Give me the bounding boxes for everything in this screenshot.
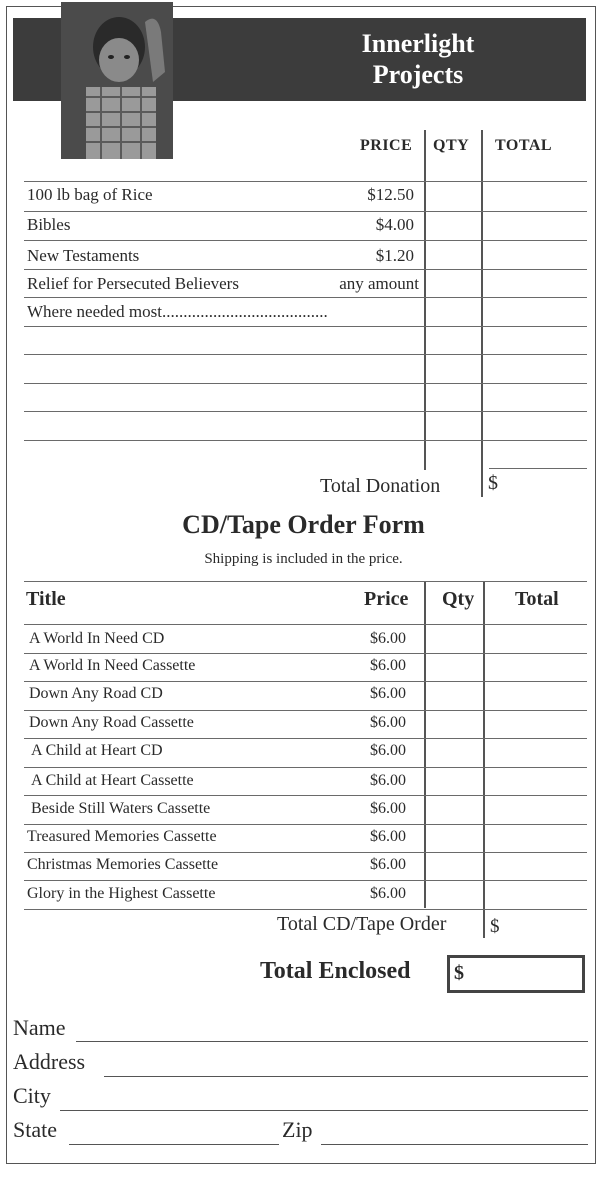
order-col-price: Price bbox=[364, 588, 409, 610]
donation-rule bbox=[24, 297, 587, 298]
order-rule bbox=[24, 581, 587, 582]
order-item-title: Glory in the Highest Cassette bbox=[27, 885, 216, 902]
order-item-title: Down Any Road CD bbox=[29, 685, 163, 702]
order-rule bbox=[24, 909, 587, 910]
donation-col-qty: QTY bbox=[433, 137, 470, 154]
order-item-title: A World In Need Cassette bbox=[29, 657, 196, 674]
order-rule bbox=[24, 624, 587, 625]
order-col-total: Total bbox=[515, 588, 559, 610]
donation-rule bbox=[24, 326, 587, 327]
order-rule bbox=[24, 710, 587, 711]
zip-label: Zip bbox=[282, 1117, 313, 1142]
order-rule bbox=[24, 738, 587, 739]
donation-rule bbox=[489, 468, 587, 469]
total-order-label: Total CD/Tape Order bbox=[277, 913, 447, 935]
order-item-price: $6.00 bbox=[370, 772, 406, 789]
order-rule bbox=[24, 795, 587, 796]
order-form-note: Shipping is included in the price. bbox=[204, 551, 403, 567]
order-item-price: $6.00 bbox=[370, 630, 406, 647]
order-item-price: $6.00 bbox=[370, 714, 406, 731]
donation-item-price: $12.50 bbox=[367, 185, 414, 204]
donation-item-price: any amount bbox=[339, 274, 419, 293]
donation-item-label: Where needed most....................................... bbox=[27, 302, 328, 321]
total-enclosed-currency: $ bbox=[454, 962, 464, 984]
order-item-title: Christmas Memories Cassette bbox=[27, 856, 219, 873]
order-item-price: $6.00 bbox=[370, 800, 406, 817]
order-rule bbox=[24, 824, 587, 825]
total-enclosed-field[interactable] bbox=[447, 955, 585, 993]
zip-field[interactable] bbox=[321, 1144, 588, 1145]
order-item-title: Treasured Memories Cassette bbox=[27, 828, 217, 845]
donation-rule bbox=[24, 440, 587, 441]
header-title-line2: Projects bbox=[372, 60, 464, 89]
donation-rule bbox=[24, 269, 587, 270]
address-field[interactable] bbox=[104, 1076, 588, 1077]
donation-item-label: New Testaments bbox=[27, 246, 140, 265]
order-item-price: $6.00 bbox=[370, 685, 406, 702]
order-col-title: Title bbox=[26, 588, 66, 610]
total-enclosed-label: Total Enclosed bbox=[260, 958, 411, 984]
donation-item-label: Relief for Persecuted Believers bbox=[27, 274, 239, 293]
order-rule bbox=[24, 681, 587, 682]
donation-rule bbox=[24, 354, 587, 355]
order-rule bbox=[24, 653, 587, 654]
order-item-price: $6.00 bbox=[370, 742, 406, 759]
donation-rule bbox=[24, 240, 587, 241]
order-item-price: $6.00 bbox=[370, 856, 406, 873]
donation-rule bbox=[24, 383, 587, 384]
order-col-qty: Qty bbox=[442, 588, 475, 610]
donation-col-price: PRICE bbox=[360, 137, 413, 154]
order-item-title: Beside Still Waters Cassette bbox=[31, 800, 211, 817]
total-donation-currency: $ bbox=[488, 472, 498, 494]
order-rule bbox=[24, 852, 587, 853]
child-photo bbox=[61, 2, 173, 159]
order-item-price: $6.00 bbox=[370, 657, 406, 674]
city-label: City bbox=[13, 1083, 51, 1108]
name-field[interactable] bbox=[76, 1041, 588, 1042]
order-form-title: CD/Tape Order Form bbox=[182, 510, 425, 539]
donation-item-price: $4.00 bbox=[375, 215, 414, 234]
order-item-price: $6.00 bbox=[370, 828, 406, 845]
donation-item-label: Bibles bbox=[27, 215, 71, 234]
header-title-line1: Innerlight bbox=[361, 29, 475, 58]
donation-rule bbox=[24, 411, 587, 412]
order-rule bbox=[24, 880, 587, 881]
header-title bbox=[318, 28, 518, 90]
order-item-title: A Child at Heart Cassette bbox=[31, 772, 194, 789]
order-item-title: A Child at Heart CD bbox=[31, 742, 163, 759]
name-label: Name bbox=[13, 1015, 66, 1040]
donation-col-total: TOTAL bbox=[495, 137, 553, 154]
donation-rule bbox=[24, 211, 587, 212]
donation-item-label: 100 lb bag of Rice bbox=[27, 185, 153, 204]
total-donation-label: Total Donation bbox=[320, 475, 441, 497]
donation-rule bbox=[24, 181, 587, 182]
address-label: Address bbox=[13, 1049, 86, 1074]
order-divider-total bbox=[483, 582, 485, 938]
total-order-currency: $ bbox=[490, 916, 500, 937]
state-field[interactable] bbox=[69, 1144, 279, 1145]
order-item-title: Down Any Road Cassette bbox=[29, 714, 194, 731]
donation-divider-total bbox=[481, 130, 483, 497]
order-item-title: A World In Need CD bbox=[29, 630, 165, 647]
donation-item-price: $1.20 bbox=[375, 246, 414, 265]
order-item-price: $6.00 bbox=[370, 885, 406, 902]
order-divider-qty bbox=[424, 582, 426, 908]
order-rule bbox=[24, 767, 587, 768]
state-label: State bbox=[13, 1117, 57, 1142]
city-field[interactable] bbox=[60, 1110, 588, 1111]
